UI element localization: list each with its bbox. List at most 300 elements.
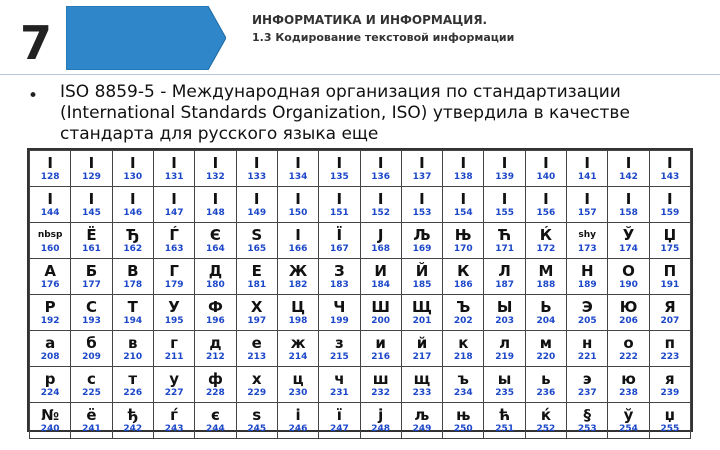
table-cell bbox=[277, 367, 318, 403]
cell-character: я bbox=[665, 369, 675, 388]
table-cell bbox=[195, 331, 236, 367]
cell-character: б bbox=[86, 333, 97, 352]
cell-character: а bbox=[45, 333, 56, 352]
cell-character: ц bbox=[292, 369, 304, 388]
table-cell bbox=[30, 187, 71, 223]
table-cell bbox=[649, 187, 690, 223]
cell-code: 149 bbox=[247, 207, 267, 218]
cell-character: и bbox=[375, 333, 386, 352]
table-cell bbox=[112, 223, 153, 259]
slide-number-badge bbox=[6, 6, 66, 68]
table-cell bbox=[567, 367, 608, 403]
cell-code: 253 bbox=[577, 423, 597, 434]
cell-character: shy bbox=[578, 229, 597, 240]
cell-code: 169 bbox=[412, 243, 432, 254]
bullet-text: ISO 8859-5 - Международная организация по стандартизации (International Standards Organization, ISO) утвердила в качестве стандарта для русского языка еще bbox=[60, 82, 630, 144]
cell-code: 157 bbox=[577, 207, 597, 218]
cell-code: 171 bbox=[495, 243, 514, 254]
table-cell bbox=[649, 223, 690, 259]
cell-character: Х bbox=[250, 297, 263, 316]
encoding-table-grid bbox=[29, 150, 691, 439]
table-cell bbox=[319, 187, 360, 223]
cell-character: ќ bbox=[540, 405, 551, 424]
cell-code: 229 bbox=[247, 387, 267, 398]
cell-character: ё bbox=[86, 405, 97, 424]
cell-character: I bbox=[47, 189, 53, 208]
table-cell bbox=[195, 367, 236, 403]
table-cell bbox=[236, 187, 277, 223]
cell-code: 232 bbox=[371, 387, 391, 398]
table-cell bbox=[608, 295, 649, 331]
cell-code: 242 bbox=[123, 423, 143, 434]
cell-code: 170 bbox=[453, 243, 473, 254]
cell-code: 203 bbox=[495, 315, 514, 326]
cell-character: л bbox=[499, 333, 511, 352]
cell-character: И bbox=[374, 261, 387, 280]
cell-character: ч bbox=[334, 369, 345, 388]
cell-code: 196 bbox=[206, 315, 225, 326]
cell-character: I bbox=[129, 189, 136, 208]
cell-code: 133 bbox=[247, 171, 267, 182]
table-row bbox=[30, 403, 691, 439]
table-cell bbox=[236, 259, 277, 295]
table-cell bbox=[153, 151, 194, 187]
cell-character: I bbox=[88, 189, 95, 208]
cell-character: I bbox=[543, 189, 549, 208]
cell-character: I bbox=[253, 189, 260, 208]
cell-character: I bbox=[377, 153, 384, 172]
table-cell bbox=[153, 331, 194, 367]
cell-code: 146 bbox=[123, 207, 143, 218]
table-cell bbox=[525, 403, 566, 439]
table-cell bbox=[30, 367, 71, 403]
cell-code: 151 bbox=[329, 207, 349, 218]
table-cell bbox=[153, 187, 194, 223]
table-cell bbox=[525, 151, 566, 187]
cell-character: I bbox=[129, 153, 136, 172]
cell-code: 206 bbox=[619, 315, 638, 326]
cell-code: 168 bbox=[371, 243, 391, 254]
cell-code: 181 bbox=[247, 279, 267, 290]
table-cell bbox=[525, 187, 566, 223]
table-cell bbox=[319, 403, 360, 439]
table-cell bbox=[649, 367, 690, 403]
cell-code: 214 bbox=[288, 351, 308, 362]
table-cell bbox=[277, 259, 318, 295]
cell-character: Ё bbox=[86, 225, 97, 244]
table-row bbox=[30, 331, 691, 367]
table-cell bbox=[567, 187, 608, 223]
table-cell bbox=[319, 367, 360, 403]
cell-character: ю bbox=[621, 369, 636, 388]
table-cell bbox=[71, 367, 112, 403]
table-cell bbox=[195, 187, 236, 223]
cell-code: 251 bbox=[495, 423, 514, 434]
header-text bbox=[252, 12, 514, 45]
cell-character: І bbox=[295, 225, 301, 244]
cell-character: I bbox=[336, 153, 343, 172]
table-cell bbox=[360, 403, 401, 439]
cell-code: 164 bbox=[206, 243, 225, 254]
cell-character: џ bbox=[664, 405, 676, 424]
cell-code: 132 bbox=[206, 171, 225, 182]
table-cell bbox=[112, 151, 153, 187]
cell-character: I bbox=[419, 189, 425, 208]
cell-code: 255 bbox=[660, 423, 680, 434]
cell-code: 250 bbox=[453, 423, 473, 434]
table-cell bbox=[236, 403, 277, 439]
encoding-table-body bbox=[30, 151, 691, 439]
table-cell bbox=[567, 259, 608, 295]
cell-code: 144 bbox=[40, 207, 60, 218]
cell-code: 187 bbox=[495, 279, 514, 290]
cell-character: Џ bbox=[663, 225, 677, 244]
cell-code: 162 bbox=[123, 243, 143, 254]
cell-code: 212 bbox=[206, 351, 225, 362]
cell-character: Љ bbox=[413, 225, 431, 244]
cell-character: I bbox=[47, 153, 53, 172]
cell-character: Ѕ bbox=[251, 225, 263, 244]
table-cell bbox=[71, 223, 112, 259]
table-cell bbox=[443, 403, 484, 439]
cell-character: Ю bbox=[619, 297, 638, 316]
bullet-point bbox=[28, 82, 688, 150]
table-cell bbox=[319, 331, 360, 367]
cell-character: ь bbox=[541, 369, 551, 388]
cell-character: I bbox=[88, 153, 95, 172]
cell-code: 191 bbox=[660, 279, 680, 290]
table-cell bbox=[484, 151, 525, 187]
header-banner bbox=[66, 6, 226, 70]
cell-character: nbsp bbox=[37, 229, 63, 240]
cell-character: Ї bbox=[336, 225, 343, 244]
cell-code: 198 bbox=[288, 315, 308, 326]
cell-code: 208 bbox=[40, 351, 60, 362]
cell-code: 167 bbox=[329, 243, 349, 254]
slide-header bbox=[0, 0, 720, 76]
cell-code: 246 bbox=[288, 423, 308, 434]
table-cell bbox=[112, 259, 153, 295]
table-cell bbox=[153, 295, 194, 331]
cell-character: у bbox=[169, 369, 179, 388]
cell-code: 227 bbox=[164, 387, 184, 398]
cell-code: 224 bbox=[40, 387, 60, 398]
table-cell bbox=[153, 403, 194, 439]
table-cell bbox=[153, 223, 194, 259]
cell-code: 129 bbox=[82, 171, 101, 182]
cell-code: 165 bbox=[247, 243, 267, 254]
table-cell bbox=[401, 187, 442, 223]
table-cell bbox=[443, 187, 484, 223]
cell-character: љ bbox=[414, 405, 430, 424]
cell-code: 233 bbox=[412, 387, 432, 398]
cell-character: I bbox=[212, 153, 219, 172]
table-cell bbox=[443, 223, 484, 259]
table-cell bbox=[608, 259, 649, 295]
cell-code: 139 bbox=[495, 171, 514, 182]
cell-code: 197 bbox=[247, 315, 267, 326]
table-cell bbox=[649, 403, 690, 439]
cell-character: I bbox=[584, 153, 591, 172]
cell-code: 141 bbox=[577, 171, 597, 182]
table-cell bbox=[30, 403, 71, 439]
table-row bbox=[30, 223, 691, 259]
table-cell bbox=[608, 367, 649, 403]
cell-character: Ў bbox=[622, 225, 635, 244]
cell-character: З bbox=[334, 261, 345, 280]
cell-character: К bbox=[457, 261, 470, 280]
table-cell bbox=[319, 295, 360, 331]
table-cell bbox=[319, 151, 360, 187]
table-cell bbox=[112, 367, 153, 403]
cell-character: з bbox=[334, 333, 344, 352]
table-cell bbox=[195, 403, 236, 439]
header-subtitle: 1.3 Кодирование текстовой информации bbox=[252, 31, 515, 44]
table-row bbox=[30, 367, 691, 403]
table-cell bbox=[236, 295, 277, 331]
cell-character: М bbox=[538, 261, 554, 280]
cell-character: § bbox=[583, 405, 591, 424]
table-cell bbox=[443, 259, 484, 295]
table-cell bbox=[112, 331, 153, 367]
cell-code: 247 bbox=[329, 423, 349, 434]
cell-character: Ѓ bbox=[169, 225, 179, 244]
cell-character: Ф bbox=[207, 297, 223, 316]
cell-code: 130 bbox=[123, 171, 143, 182]
cell-code: 245 bbox=[247, 423, 267, 434]
table-cell bbox=[401, 403, 442, 439]
table-cell bbox=[608, 187, 649, 223]
cell-code: 205 bbox=[577, 315, 597, 326]
table-row bbox=[30, 259, 691, 295]
cell-character: є bbox=[210, 405, 220, 424]
header-divider bbox=[0, 74, 720, 75]
cell-code: 202 bbox=[453, 315, 473, 326]
cell-character: й bbox=[416, 333, 428, 352]
cell-character: I bbox=[460, 189, 467, 208]
table-cell bbox=[195, 223, 236, 259]
cell-character: I bbox=[212, 189, 219, 208]
cell-character: ї bbox=[336, 405, 342, 424]
cell-character: ъ bbox=[457, 369, 469, 388]
table-cell bbox=[277, 187, 318, 223]
cell-code: 161 bbox=[82, 243, 101, 254]
cell-code: 209 bbox=[82, 351, 101, 362]
cell-character: ш bbox=[372, 369, 389, 388]
cell-character: Е bbox=[251, 261, 262, 280]
cell-character: Ђ bbox=[126, 225, 140, 244]
cell-code: 176 bbox=[40, 279, 60, 290]
cell-code: 179 bbox=[164, 279, 184, 290]
cell-code: 136 bbox=[371, 171, 391, 182]
table-cell bbox=[71, 187, 112, 223]
table-row bbox=[30, 151, 691, 187]
cell-code: 163 bbox=[164, 243, 184, 254]
table-cell bbox=[608, 223, 649, 259]
table-cell bbox=[567, 403, 608, 439]
cell-code: 201 bbox=[412, 315, 432, 326]
cell-character: ж bbox=[290, 333, 306, 352]
cell-character: м bbox=[539, 333, 553, 352]
cell-code: 218 bbox=[453, 351, 473, 362]
cell-code: 183 bbox=[329, 279, 349, 290]
cell-character: ы bbox=[497, 369, 512, 388]
cell-character: I bbox=[419, 153, 425, 172]
table-cell bbox=[30, 331, 71, 367]
cell-code: 166 bbox=[288, 243, 308, 254]
cell-character: У bbox=[168, 297, 180, 316]
cell-character: I bbox=[501, 189, 508, 208]
cell-code: 228 bbox=[206, 387, 225, 398]
table-cell bbox=[236, 223, 277, 259]
cell-code: 248 bbox=[371, 423, 391, 434]
cell-code: 210 bbox=[123, 351, 143, 362]
cell-character: т bbox=[128, 369, 138, 388]
table-cell bbox=[30, 151, 71, 187]
cell-code: 239 bbox=[660, 387, 680, 398]
encoding-table bbox=[27, 148, 693, 432]
cell-code: 213 bbox=[247, 351, 267, 362]
cell-code: 128 bbox=[40, 171, 60, 182]
table-cell bbox=[360, 259, 401, 295]
table-cell bbox=[484, 367, 525, 403]
table-cell bbox=[567, 151, 608, 187]
cell-code: 230 bbox=[288, 387, 308, 398]
cell-code: 215 bbox=[329, 351, 349, 362]
table-cell bbox=[277, 403, 318, 439]
table-cell bbox=[30, 295, 71, 331]
cell-character: Ќ bbox=[539, 225, 553, 244]
cell-code: 219 bbox=[495, 351, 514, 362]
cell-code: 135 bbox=[329, 171, 349, 182]
cell-code: 244 bbox=[206, 423, 225, 434]
table-cell bbox=[71, 403, 112, 439]
table-cell bbox=[236, 331, 277, 367]
cell-code: 235 bbox=[495, 387, 514, 398]
cell-code: 222 bbox=[619, 351, 638, 362]
table-cell bbox=[319, 223, 360, 259]
cell-code: 178 bbox=[123, 279, 143, 290]
cell-character: Ц bbox=[291, 297, 305, 316]
table-cell bbox=[319, 259, 360, 295]
table-cell bbox=[401, 223, 442, 259]
table-cell bbox=[277, 295, 318, 331]
cell-character: ѓ bbox=[170, 405, 179, 424]
cell-code: 237 bbox=[577, 387, 597, 398]
cell-character: I bbox=[336, 189, 343, 208]
cell-code: 160 bbox=[40, 243, 60, 254]
bullet-dot-icon: • bbox=[28, 86, 39, 106]
cell-character: н bbox=[582, 333, 593, 352]
cell-character: Щ bbox=[412, 297, 432, 316]
table-cell bbox=[71, 259, 112, 295]
table-cell bbox=[360, 295, 401, 331]
cell-character: п bbox=[664, 333, 676, 352]
table-cell bbox=[484, 259, 525, 295]
cell-character: к bbox=[458, 333, 469, 352]
cell-code: 152 bbox=[371, 207, 391, 218]
table-cell bbox=[195, 151, 236, 187]
slide-number: 7 bbox=[20, 16, 53, 70]
cell-code: 153 bbox=[412, 207, 432, 218]
cell-code: 231 bbox=[329, 387, 349, 398]
table-row bbox=[30, 187, 691, 223]
cell-character: щ bbox=[413, 369, 431, 388]
cell-code: 193 bbox=[82, 315, 101, 326]
cell-character: Ъ bbox=[456, 297, 471, 316]
cell-code: 220 bbox=[536, 351, 556, 362]
cell-character: Ы bbox=[496, 297, 513, 316]
cell-code: 225 bbox=[82, 387, 101, 398]
cell-code: 154 bbox=[453, 207, 473, 218]
cell-character: Є bbox=[209, 225, 221, 244]
table-cell bbox=[649, 295, 690, 331]
cell-code: 137 bbox=[412, 171, 432, 182]
cell-code: 234 bbox=[453, 387, 473, 398]
table-cell bbox=[153, 259, 194, 295]
cell-character: ў bbox=[623, 405, 634, 424]
table-cell bbox=[484, 331, 525, 367]
table-cell bbox=[525, 331, 566, 367]
cell-code: 175 bbox=[660, 243, 680, 254]
cell-character: I bbox=[171, 153, 177, 172]
table-cell bbox=[30, 259, 71, 295]
cell-character: д bbox=[209, 333, 222, 352]
cell-character: е bbox=[251, 333, 262, 352]
cell-character: Й bbox=[415, 261, 429, 280]
cell-code: 180 bbox=[206, 279, 225, 290]
table-cell bbox=[401, 151, 442, 187]
cell-code: 200 bbox=[371, 315, 391, 326]
cell-character: Н bbox=[580, 261, 594, 280]
table-cell bbox=[401, 259, 442, 295]
cell-character: Р bbox=[44, 297, 56, 316]
table-cell bbox=[360, 187, 401, 223]
cell-code: 148 bbox=[206, 207, 225, 218]
cell-character: I bbox=[625, 189, 632, 208]
table-cell bbox=[153, 367, 194, 403]
cell-character: I bbox=[295, 189, 301, 208]
table-cell bbox=[443, 295, 484, 331]
cell-character: Њ bbox=[454, 225, 472, 244]
table-cell bbox=[112, 295, 153, 331]
table-cell bbox=[30, 223, 71, 259]
cell-character: Ч bbox=[333, 297, 346, 316]
cell-character: I bbox=[460, 153, 467, 172]
table-cell bbox=[401, 331, 442, 367]
cell-code: 147 bbox=[164, 207, 184, 218]
cell-character: I bbox=[625, 153, 632, 172]
cell-character: о bbox=[623, 333, 634, 352]
table-cell bbox=[236, 151, 277, 187]
cell-character: I bbox=[584, 189, 591, 208]
cell-character: ф bbox=[207, 369, 223, 388]
cell-code: 252 bbox=[536, 423, 556, 434]
table-cell bbox=[484, 187, 525, 223]
cell-character: I bbox=[667, 189, 673, 208]
cell-character: Ј bbox=[377, 225, 384, 244]
cell-character: I bbox=[501, 153, 508, 172]
cell-code: 134 bbox=[288, 171, 308, 182]
table-cell bbox=[277, 331, 318, 367]
table-cell bbox=[484, 223, 525, 259]
table-cell bbox=[112, 403, 153, 439]
table-cell bbox=[649, 259, 690, 295]
cell-code: 155 bbox=[495, 207, 514, 218]
cell-character: I bbox=[253, 153, 260, 172]
table-cell bbox=[443, 331, 484, 367]
cell-code: 182 bbox=[288, 279, 308, 290]
